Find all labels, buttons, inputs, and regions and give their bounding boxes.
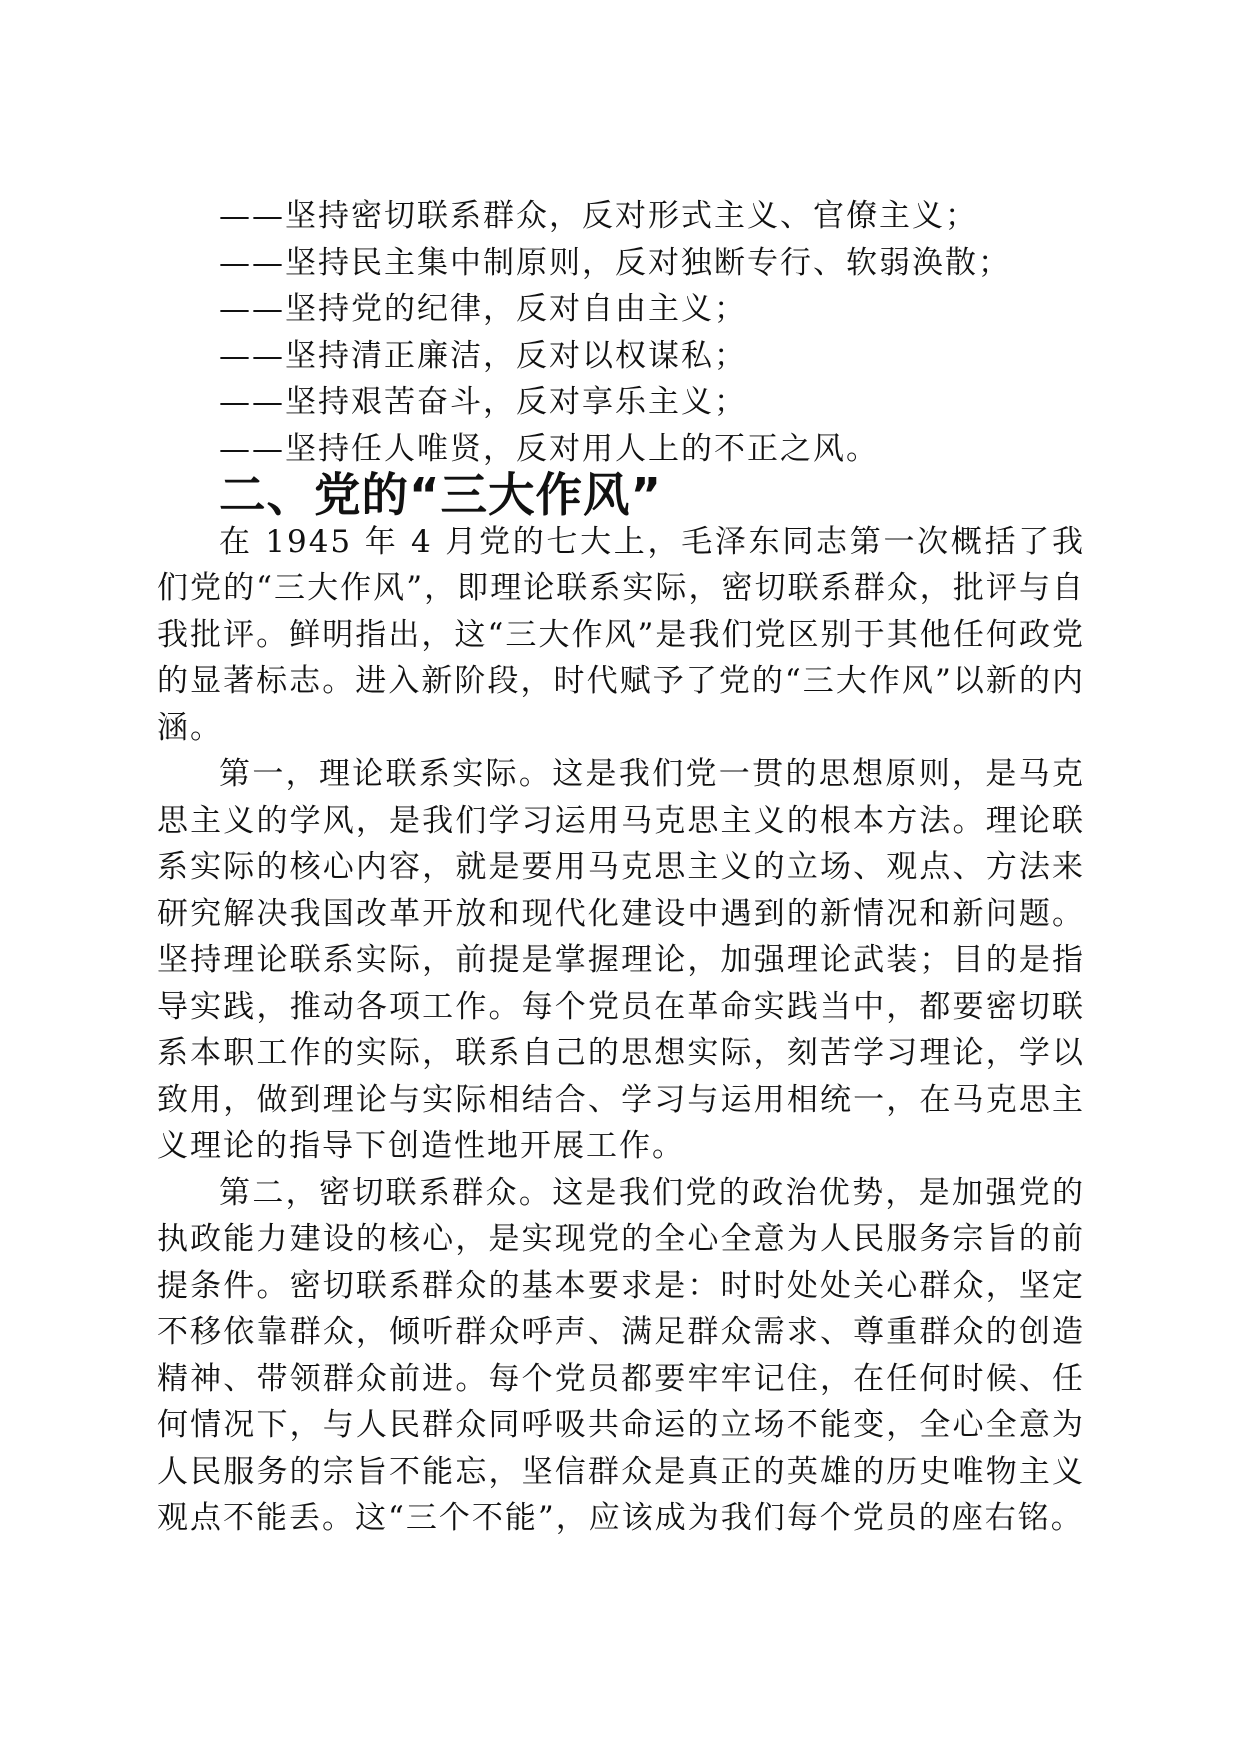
- paragraph-mass-line: 第二，密切联系群众。这是我们党的政治优势，是加强党的执政能力建设的核心，是实现党的全心全意为人民服务宗旨的前提条件。密切联系群众的基本要求是：时时处处关心群众，坚定不移依靠群众，倾听群众呼声、满足群众需求、尊重群众的创造精神、带领群众前进。每个党员都要牢牢记住，在任何时候、任何情况下，与人民群众同呼吸共命运的立场不能变，全心全意为人民服务的宗旨不能忘，坚信群众是真正的英雄的历史唯物主义观点不能丢。这“三个不能”，应该成为我们每个党员的座右铭。: [157, 1174, 1085, 1536]
- list-item: ——坚持党的纪律，反对自由主义；: [219, 291, 747, 327]
- section-heading: 二、党的“三大作风”: [219, 468, 663, 522]
- list-item: ——坚持艰苦奋斗，反对享乐主义；: [219, 384, 747, 420]
- list-item: ——坚持民主集中制原则，反对独断专行、软弱涣散；: [219, 244, 1011, 281]
- list-item: ——坚持清正廉洁，反对以权谋私；: [219, 337, 747, 374]
- list-item: ——坚持任人唯贤，反对用人上的不正之风。: [219, 430, 879, 467]
- paragraph-theory-practice: 第一，理论联系实际。这是我们党一贯的思想原则，是马克思主义的学风，是我们学习运用马克思主义的根本方法。理论联系实际的核心内容，就是要用马克思主义的立场、观点、方法来研究解决我国改革开放和现代化建设中遇到的新情况和新问题。坚持理论联系实际，前提是掌握理论，加强理论武装；目的是指导实践，推动各项工作。每个党员在革命实践当中，都要密切联系本职工作的实际，联系自己的思想实际，刻苦学习理论，学以致用，做到理论与实际相结合、学习与运用相统一，在马克思主义理论的指导下创造性地开展工作。: [157, 756, 1085, 1164]
- paragraph-intro: 在 1945 年 4 月党的七大上，毛泽东同志第一次概括了我们党的“三大作风”，即理论联系实际，密切联系群众，批评与自我批评。鲜明指出，这“三大作风”是我们党区别于其他任何政党的显著标志。进入新阶段，时代赋予了党的“三大作风”以新的内涵。: [157, 523, 1085, 746]
- list-item: ——坚持密切联系群众，反对形式主义、官僚主义；: [219, 198, 978, 234]
- document-body: [157, 193, 1085, 1542]
